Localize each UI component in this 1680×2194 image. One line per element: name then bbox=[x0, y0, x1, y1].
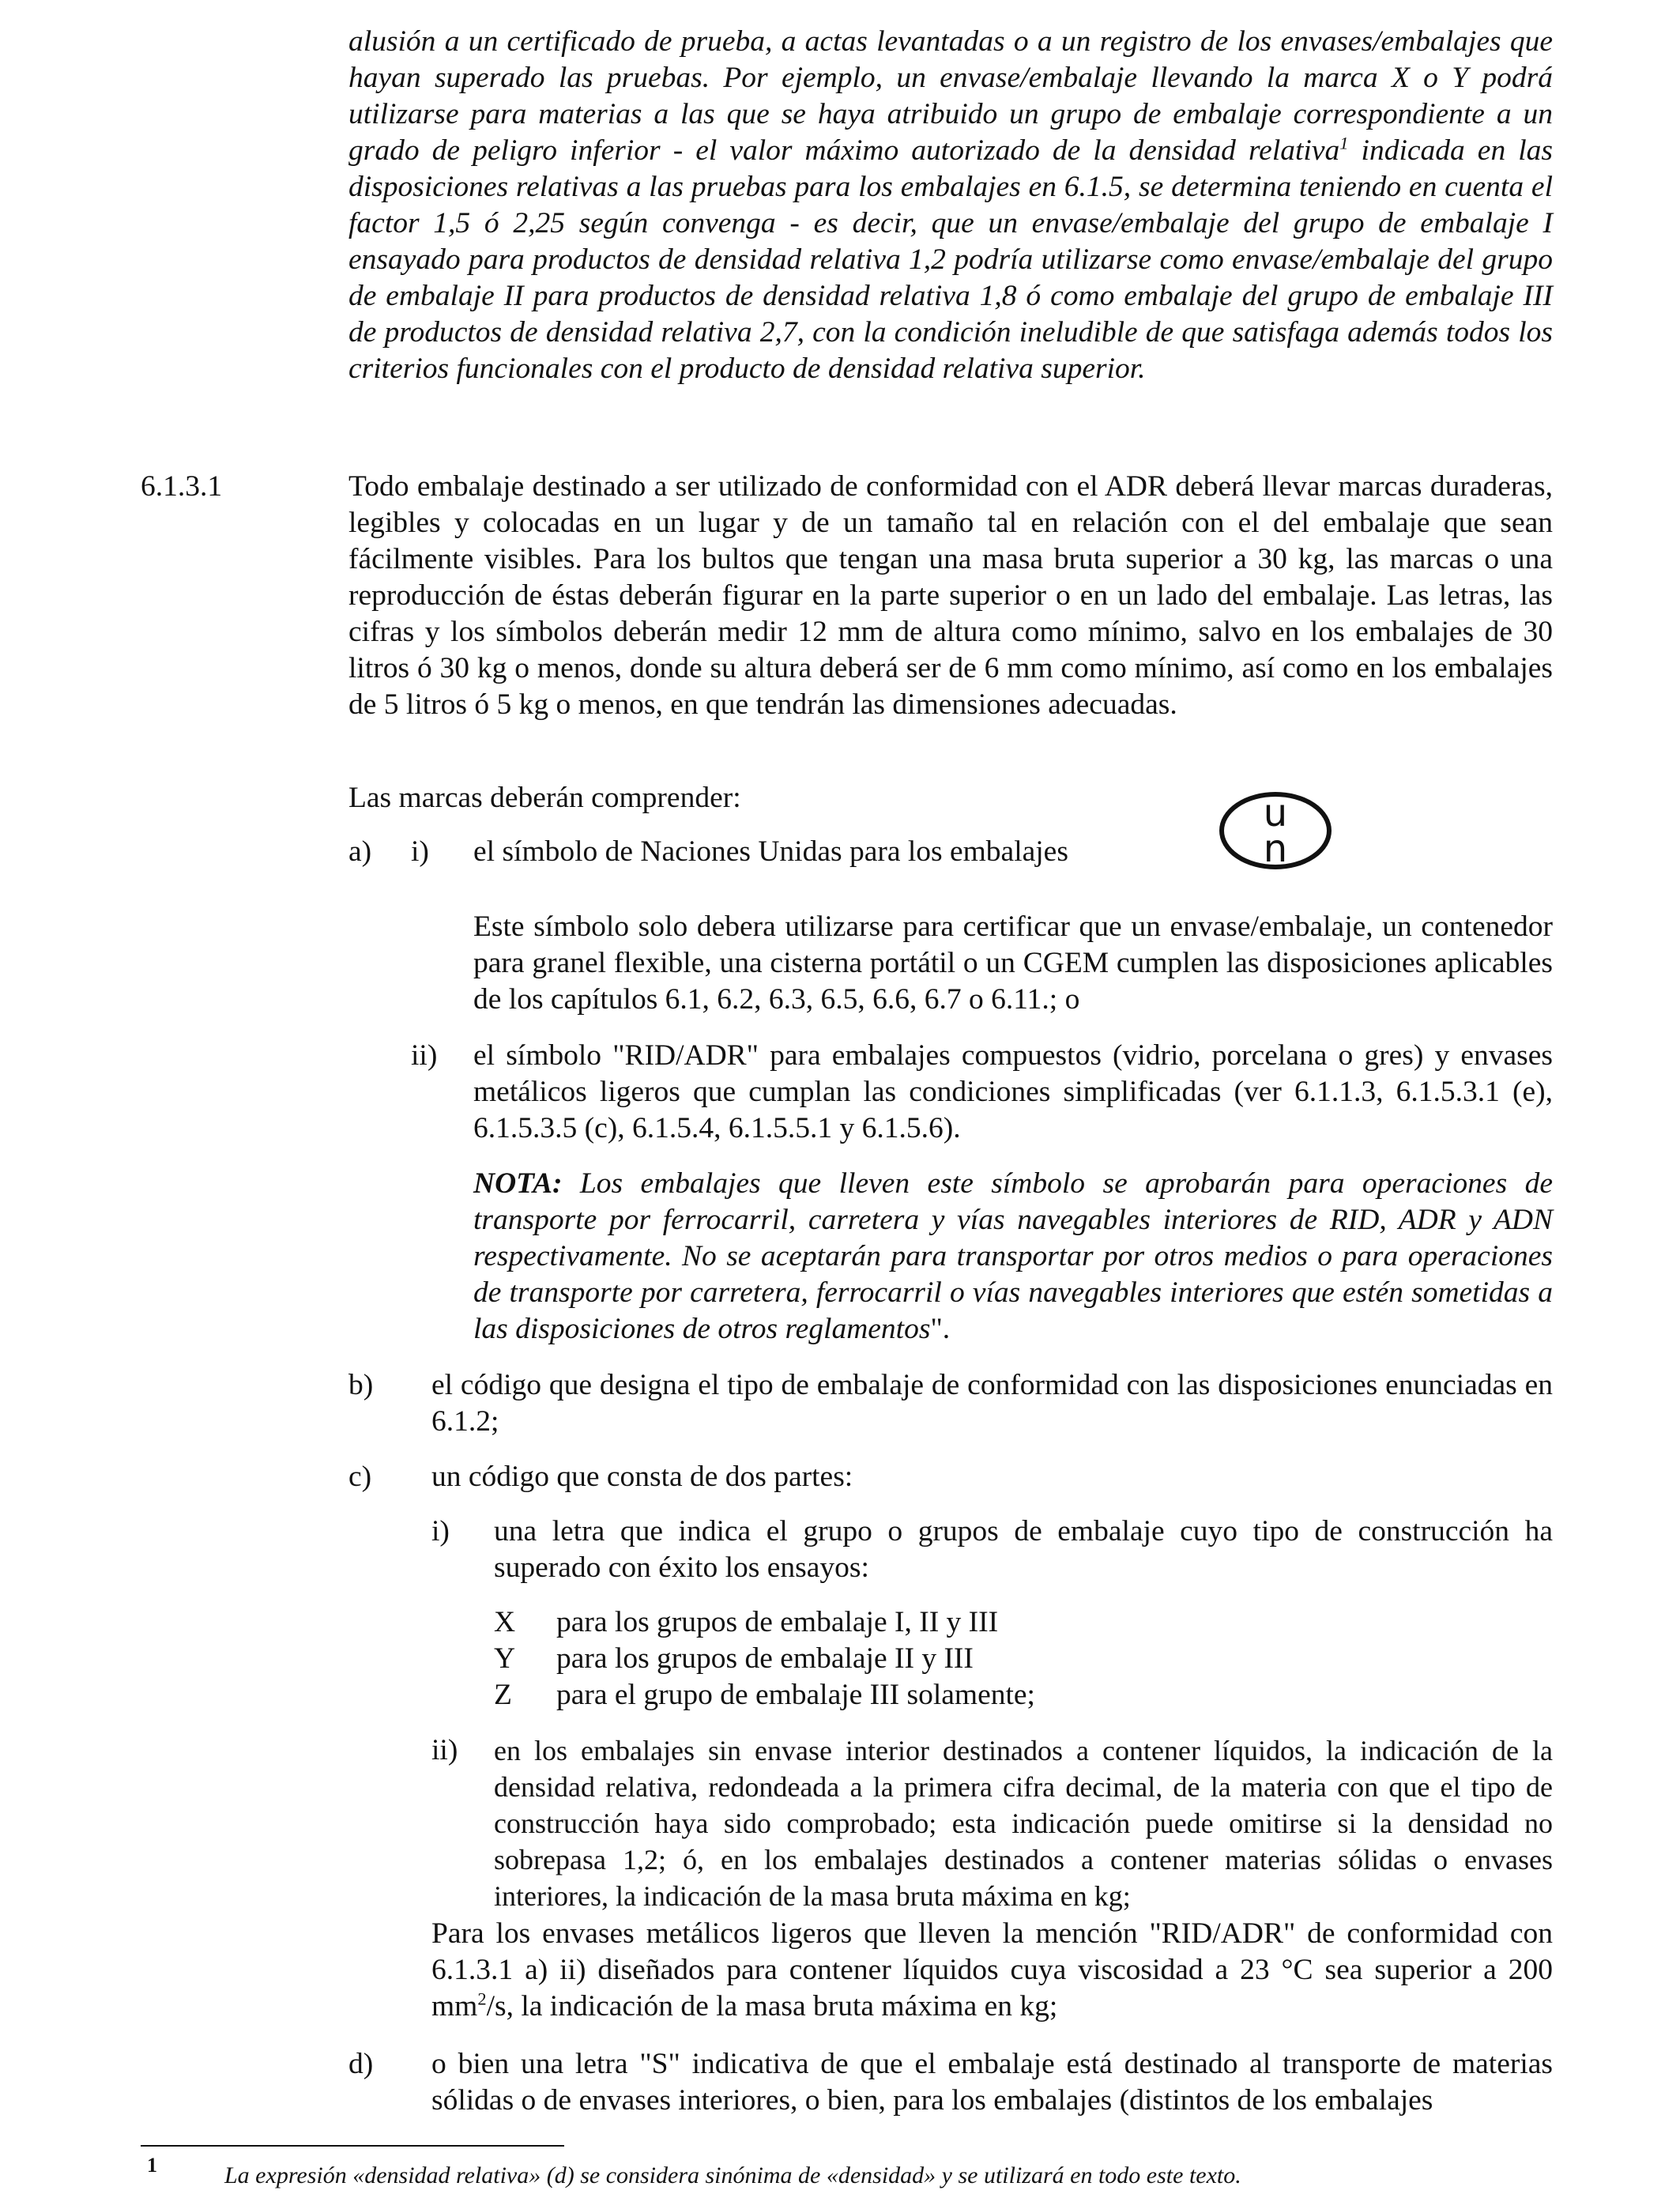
item-c-ii-paragraph bbox=[494, 1732, 1553, 1914]
footnote-separator bbox=[141, 2145, 564, 2147]
item-c-i-label: i) bbox=[431, 1515, 450, 1547]
un-symbol-icon bbox=[1218, 790, 1333, 871]
marks-intro: Las marcas deberán comprender: bbox=[348, 782, 741, 814]
nota-label: NOTA: bbox=[473, 1167, 563, 1200]
footnote-reference: 1 bbox=[1339, 133, 1349, 153]
item-a-ii-text: el símbolo "RID/ADR" para embalajes compuestos (vidrio, porcelana o gres) y envases metálicos ligeros que cumplan las condiciones simplificadas (ver 6.1.1.3, 6.1.5.3.1 (e), 6.1.5.3.5 (c), 6.1.5.4, 6.1.5.5.1 y 6.1.5.6). bbox=[473, 1039, 1553, 1144]
item-c-text: un código que consta de dos partes: bbox=[431, 1461, 853, 1493]
item-c-metal-paragraph bbox=[431, 1916, 1553, 2025]
item-c-metal-text: Para los envases metálicos ligeros que lleven la mención "RID/ADR" de conformidad con 6.1.3.1 a) ii) diseñados para contener líquidos cuya viscosidad a 23 °C sea superior a 200 mm bbox=[431, 1917, 1553, 2022]
intro-text: alusión a un certificado de prueba, a actas levantadas o a un registro de los envases/embalajes que hayan superado las pruebas. Por ejemplo, un envase/embalaje llevando la marca X o Y podrá utilizarse para materias a las que se haya atribuido un grupo de embalaje correspondiente a un grado de peligro inferior - el valor máximo autorizado de la densidad relativa bbox=[348, 25, 1553, 167]
code-letter-z: Z bbox=[494, 1679, 512, 1711]
item-a-label: a) bbox=[348, 835, 372, 868]
section-paragraph bbox=[348, 469, 1553, 723]
item-b-text: el código que designa el tipo de embalaje de conformidad con las disposiciones enunciadas en 6.1.2; bbox=[431, 1369, 1553, 1438]
code-letter-y: Y bbox=[494, 1642, 516, 1675]
item-d-text: o bien una letra "S" indicativa de que el embalaje está destinado al transporte de materias sólidas o de envases interiores, o bien, para los embalajes (distintos de los embalajes bbox=[431, 2048, 1553, 2117]
item-c-ii-label: ii) bbox=[431, 1734, 458, 1766]
intro-paragraph bbox=[348, 24, 1553, 387]
item-a-ii-label: ii) bbox=[411, 1039, 438, 1072]
item-d-paragraph bbox=[431, 2046, 1553, 2119]
item-b-paragraph bbox=[431, 1367, 1553, 1440]
un-packaging-symbol bbox=[1218, 790, 1333, 871]
nota-text: Los embalajes que lleven este símbolo se aprobarán para operaciones de transporte por ferrocarril, carretera y vías navegables interiores de RID, ADR y ADN respectivamente. No se aceptarán para transportar por otros medios o para operaciones de transporte por carretera, ferrocarril o vías navegables interiores que estén sometidas a las disposiciones de otros reglamentos bbox=[473, 1167, 1553, 1345]
item-a-i-label: i) bbox=[411, 835, 429, 868]
un-symbol-top-letter: u bbox=[1263, 791, 1288, 835]
nota-paragraph bbox=[473, 1166, 1553, 1348]
footnote-text: La expresión «densidad relativa» (d) se considera sinónima de «densidad» y se utilizará en todo este texto. bbox=[224, 2162, 1241, 2188]
code-desc-x: para los grupos de embalaje I, II y III bbox=[556, 1606, 999, 1638]
item-d-label: d) bbox=[348, 2048, 374, 2080]
item-a-ii-paragraph bbox=[473, 1038, 1553, 1147]
item-c-metal-sup: 2 bbox=[477, 1989, 487, 2009]
item-a-i-note-text: Este símbolo solo debera utilizarse para certificar que un envase/embalaje, un contenedor para granel flexible, una cisterna portátil o un CGEM cumplen las disposiciones aplicables de los capítulos 6.1, 6.2, 6.3, 6.5, 6.6, 6.7 o 6.11.; o bbox=[473, 910, 1553, 1016]
item-c-i-text: una letra que indica el grupo o grupos de embalaje cuyo tipo de construcción ha superado con éxito los ensayos: bbox=[494, 1515, 1553, 1584]
item-b-label: b) bbox=[348, 1369, 374, 1401]
intro-text-continued: indicada en las disposiciones relativas a las pruebas para los embalajes en 6.1.5, se determina teniendo en cuenta el factor 1,5 ó 2,25 según convenga - es decir, que un envase/embalaje del grupo de embalaje I ensayado para productos de densidad relativa 1,2 podría utilizarse como envase/embalaje del grupo de embalaje II para productos de densidad relativa 1,8 ó como embalaje del grupo de embalaje III de productos de densidad relativa 2,7, con la condición ineludible de que satisfaga además todos los criterios funcionales con el producto de densidad relativa superior. bbox=[348, 134, 1554, 385]
code-letter-x: X bbox=[494, 1606, 516, 1638]
section-number: 6.1.3.1 bbox=[141, 470, 223, 503]
nota-end: ". bbox=[930, 1313, 951, 1345]
code-desc-z: para el grupo de embalaje III solamente; bbox=[556, 1679, 1035, 1711]
footnote-number: 1 bbox=[147, 2154, 157, 2177]
item-c-ii-text: en los embalajes sin envase interior destinados a contener líquidos, la indicación de la densidad relativa, redondeada a la primera cifra decimal, de la materia con que el tipo de construcción haya sido comprobado; esta indicación puede omitirse si la densidad no sobrepasa 1,2; ó, en los embalajes destinados a contener materias sólidas o envases interiores, la indicación de la masa bruta máxima en kg; bbox=[494, 1735, 1553, 1912]
item-a-i-text: el símbolo de Naciones Unidas para los embalajes bbox=[473, 835, 1068, 868]
un-symbol-bottom-letter: n bbox=[1263, 827, 1288, 871]
section-text: Todo embalaje destinado a ser utilizado de conformidad con el ADR deberá llevar marcas duraderas, legibles y colocadas en un lugar y de un tamaño tal en relación con el del embalaje que sean fácilmente visibles. Para los bultos que tengan una masa bruta superior a 30 kg, las marcas o una reproducción de éstas deberán figurar en la parte superior o en un lado del embalaje. Las letras, las cifras y los símbolos deberán medir 12 mm de altura como mínimo, salvo en los embalajes de 30 litros ó 30 kg o menos, donde su altura deberá ser de 6 mm como mínimo, así como en los embalajes de 5 litros ó 5 kg o menos, en que tendrán las dimensiones adecuadas. bbox=[348, 470, 1553, 721]
item-c-metal-text-end: /s, la indicación de la masa bruta máxima en kg; bbox=[486, 1990, 1058, 2022]
code-desc-y: para los grupos de embalaje II y III bbox=[556, 1642, 974, 1675]
item-c-i-paragraph bbox=[494, 1514, 1553, 1586]
item-c-label: c) bbox=[348, 1461, 372, 1493]
item-a-i-note bbox=[473, 909, 1553, 1018]
